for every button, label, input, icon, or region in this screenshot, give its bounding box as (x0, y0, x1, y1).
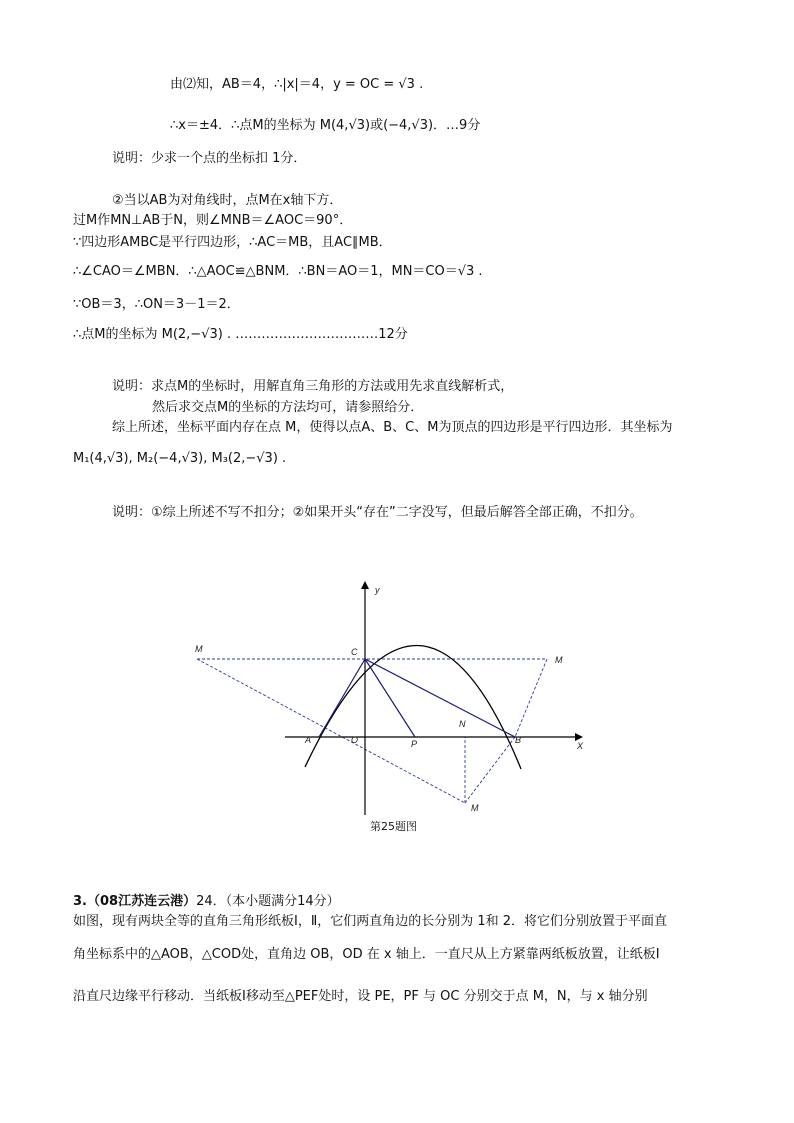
line-14: 说明：①综上所述不写不扣分；②如果开头“存在”二字没写，但最后解答全部正确，不扣分。 (112, 505, 643, 520)
line-17: 角坐标系中的△AOB，△COD处，直角边 OB，OD 在 x 轴上．一直尺从上方紧靠两纸板放置，让纸板Ⅰ (73, 947, 660, 962)
line-13: M₁(4,√3), M₂(−4,√3), M₃(2,−√3) . (73, 451, 287, 466)
label-p: P (411, 739, 418, 749)
label-a: A (305, 735, 312, 745)
label-c: C (351, 647, 358, 657)
line-9: ∴点M的坐标为 M(2,−√3) . ……………………………12分 (73, 327, 408, 342)
line-8: ∵OB＝3，∴ON＝3－1＝2． (73, 297, 240, 312)
line-12: 综上所述，坐标平面内存在点 M，使得以点A、B、C、M为顶点的四边形是平行四边形．其坐标为 (112, 420, 673, 435)
line-18: 沿直尺边缘平行移动．当纸板Ⅰ移动至△PEF处时，设 PE，PF 与 OC 分别交于点 M，N，与 x 轴分别 (73, 989, 648, 1004)
label-y: y (375, 585, 380, 595)
problem-source: 3.（08江苏连云港） (73, 894, 197, 909)
label-m-bottom: M (471, 803, 479, 813)
label-m-left: M (195, 644, 203, 654)
line-3: 说明：少求一个点的坐标扣 1分． (112, 151, 307, 166)
line-7: ∴∠CAO＝∠MBN．∴△AOC≌△BNM．∴BN＝AO＝1，MN＝CO＝√3 . (73, 264, 483, 279)
line-10: 说明：求点M的坐标时，用解直角三角形的方法或用先求直线解析式， (112, 379, 514, 394)
label-b: B (515, 735, 522, 745)
line-6: ∵四边形AMBC是平行四边形，∴AC＝MB，且AC∥MB． (73, 235, 392, 250)
parabola-figure (185, 575, 605, 835)
label-m-right: M (555, 655, 563, 665)
problem-heading (73, 893, 340, 911)
label-n: N (459, 719, 466, 729)
line-16: 如图，现有两块全等的直角三角形纸板Ⅰ，Ⅱ，它们两直角边的长分别为 1和 2．将它们分别放置于平面直 (73, 914, 668, 929)
line-5: 过M作MN⊥AB于N，则∠MNB＝∠AOC＝90°． (73, 213, 353, 228)
figure-caption: 第25题图 (370, 820, 417, 833)
label-x: X (577, 741, 584, 751)
line-11: 然后求交点M的坐标的方法均可，请参照给分． (152, 400, 424, 415)
line-2: ∴x＝±4．∴点M的坐标为 M(4,√3)或(−4,√3)．…9分 (170, 118, 481, 133)
line-1: 由⑵知，AB＝4，∴|x|＝4，y = OC = √3 . (170, 77, 424, 92)
line-4: ②当以AB为对角线时，点M在x轴下方． (112, 193, 343, 208)
problem-score: 24．（本小题满分14分） (196, 894, 340, 909)
label-o: O (351, 735, 359, 745)
